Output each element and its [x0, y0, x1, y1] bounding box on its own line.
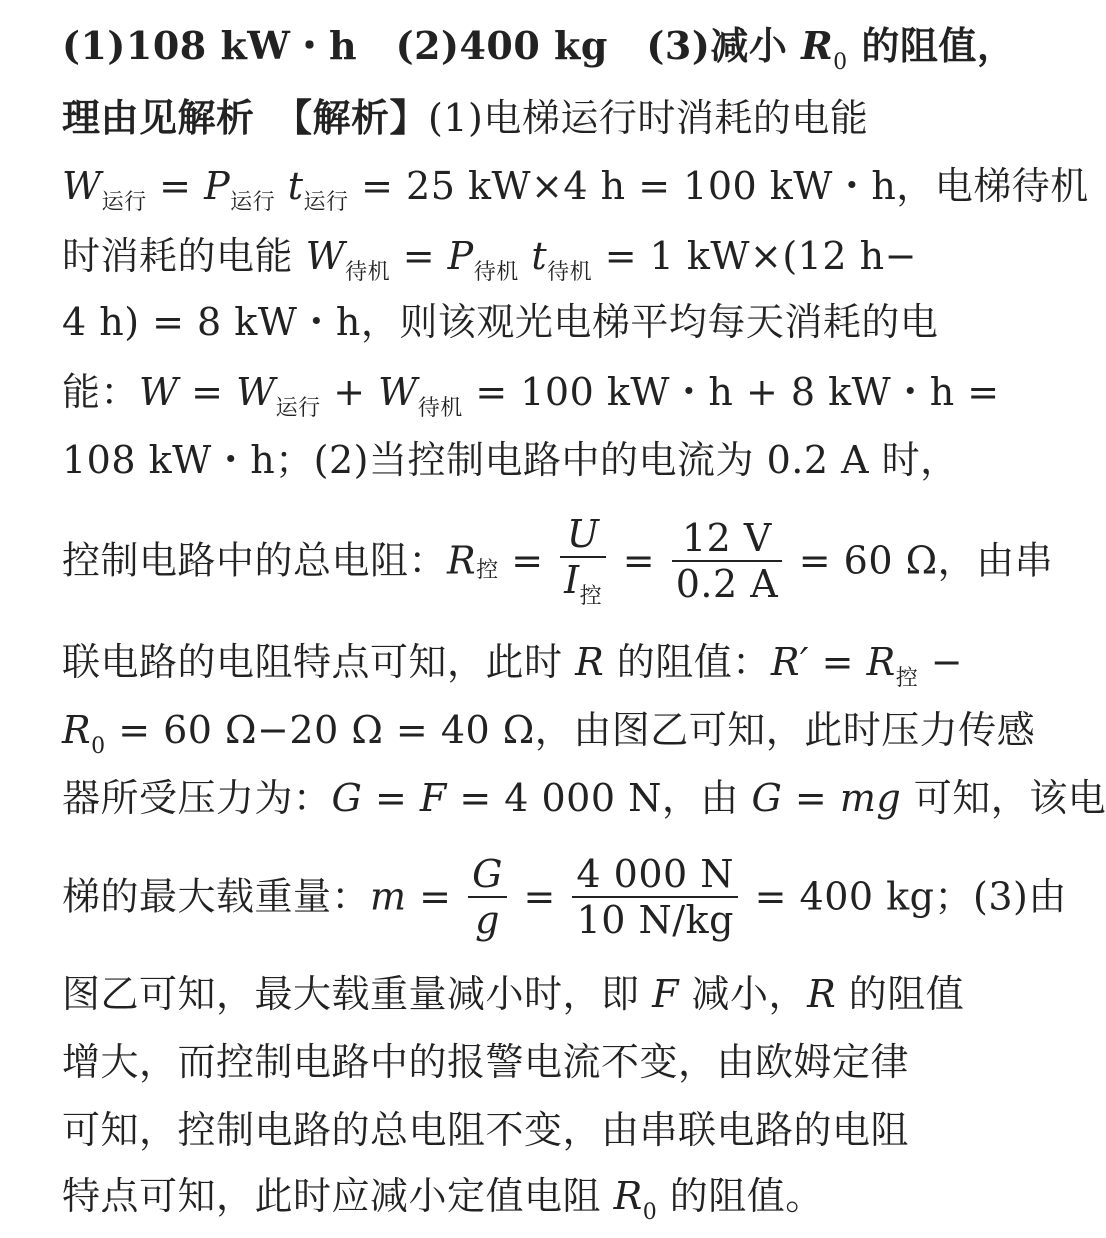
- text-run: =: [362, 776, 420, 820]
- math-symbol: P: [204, 164, 231, 208]
- subscript-text: 运行: [303, 190, 349, 215]
- subscript-text: 控: [579, 584, 603, 609]
- math-symbol: U: [566, 512, 600, 556]
- math-symbol: F: [419, 776, 447, 820]
- text-run: =: [498, 538, 557, 583]
- math-symbol: R′: [770, 640, 810, 684]
- text-run: =: [146, 164, 205, 208]
- text-run: =: [178, 370, 237, 414]
- math-symbol: W: [139, 370, 179, 414]
- text-run: 的阻值，: [847, 23, 1016, 68]
- math-symbol: t: [531, 234, 548, 278]
- subscript-text: 待机: [345, 260, 391, 285]
- text-run: =: [406, 874, 465, 919]
- text-run: 4 000 N: [576, 851, 735, 896]
- text-line: [62, 88, 1022, 148]
- fraction-denominator: [572, 898, 738, 942]
- math-symbol: G: [331, 776, 363, 820]
- text-run: = 4 000 N，由: [446, 776, 752, 820]
- math-symbol: G: [472, 851, 503, 896]
- text-line: [62, 964, 1022, 1024]
- text-run: −: [918, 640, 964, 684]
- text-run: 的阻值。: [657, 1174, 824, 1218]
- math-symbol: G: [751, 776, 783, 820]
- math-symbol: P: [447, 234, 474, 278]
- math-symbol: mg: [839, 776, 902, 820]
- math-symbol: R: [447, 538, 477, 583]
- fraction-numerator: [560, 512, 606, 558]
- text-line: [62, 1166, 1022, 1226]
- subscript-text: 待机: [547, 260, 593, 285]
- text-run: =: [809, 640, 867, 684]
- text-line: [62, 292, 1022, 352]
- text-run: 时消耗的电能: [62, 234, 306, 278]
- text-line: [62, 226, 1022, 286]
- subscript-text: 运行: [275, 396, 321, 421]
- text-run: 可知，该电: [901, 776, 1106, 820]
- fraction: [468, 852, 507, 942]
- math-symbol: W: [236, 370, 276, 414]
- text-line: [62, 16, 1022, 76]
- text-run: +: [320, 370, 379, 414]
- text-run: = 100 kW・h + 8 kW・h =: [462, 370, 1000, 414]
- text-line: [62, 1032, 1022, 1092]
- text-run: 108 kW・h；(2)当控制电路中的电流为 0.2 A 时，: [62, 438, 959, 482]
- text-line-with-fraction: [62, 838, 1067, 948]
- subscript-text: 待机: [473, 260, 519, 285]
- subscript-text: 0: [833, 50, 848, 75]
- text-line: [62, 632, 1022, 692]
- fraction: [560, 512, 606, 609]
- text-run: [519, 234, 532, 278]
- subscript-text: 运行: [230, 190, 276, 215]
- subscript-text: 控: [895, 666, 919, 691]
- text-run: 的阻值: [836, 972, 965, 1016]
- fraction-denominator: [468, 898, 507, 942]
- text-run: = 400 kg；(3)由: [742, 874, 1067, 919]
- math-symbol: I: [564, 558, 580, 602]
- text-run: 可知，控制电路的总电阻不变，由串联电路的电阻: [62, 1108, 910, 1152]
- text-line: [62, 362, 1022, 422]
- text-run: (1)108 kW・h (2)400 kg (3)减小: [62, 23, 802, 68]
- text-line-with-fraction: [62, 502, 1054, 612]
- text-run: 图乙可知，最大载重量减小时，即: [62, 972, 653, 1016]
- text-run: (1)电梯运行时消耗的电能: [428, 96, 869, 140]
- text-run: 能：: [62, 370, 140, 414]
- math-symbol: R: [62, 708, 92, 752]
- text-run: 10 N/kg: [576, 897, 734, 942]
- subscript-text: 0: [91, 734, 106, 759]
- text-run: 特点可知，此时应减小定值电阻: [62, 1174, 614, 1218]
- text-run: 控制电路中的总电阻：: [62, 538, 448, 583]
- text-run: 联电路的电阻特点可知，此时: [62, 640, 576, 684]
- fraction-denominator: [560, 558, 606, 609]
- math-symbol: R: [575, 640, 605, 684]
- math-symbol: W: [305, 234, 346, 278]
- subscript-text: 控: [476, 557, 499, 583]
- math-symbol: R: [801, 23, 834, 68]
- text-run: 减小，: [678, 972, 808, 1016]
- text-run: =: [610, 538, 668, 583]
- fraction: [572, 852, 738, 942]
- fraction-numerator: [468, 852, 507, 898]
- subscript-text: 0: [642, 1200, 658, 1225]
- fraction: [672, 516, 782, 606]
- text-run: = 60 Ω−20 Ω = 40 Ω，由图乙可知，此时压力传感: [105, 708, 1036, 752]
- math-symbol: R: [866, 640, 896, 684]
- text-run: 器所受压力为：: [62, 776, 332, 820]
- fraction-numerator: [572, 852, 738, 898]
- subscript-text: 待机: [417, 396, 463, 421]
- text-run: =: [510, 874, 569, 919]
- fraction-denominator: [672, 562, 782, 606]
- math-symbol: W: [378, 370, 418, 414]
- math-symbol: R: [613, 1174, 643, 1218]
- math-symbol: m: [370, 874, 407, 919]
- math-symbol: F: [652, 972, 679, 1016]
- text-run: 增大，而控制电路中的报警电流不变，由欧姆定律: [62, 1040, 910, 1084]
- text-run: = 1 kW×(12 h−: [592, 234, 917, 278]
- text-run: = 25 kW×4 h = 100 kW・h，电梯待机: [348, 164, 1089, 208]
- math-symbol: g: [475, 897, 500, 942]
- fraction-numerator: [672, 516, 782, 562]
- text-line: [62, 700, 1036, 760]
- text-line: [62, 768, 1106, 828]
- text-run: 0.2 A: [675, 561, 779, 606]
- text-run: 的阻值：: [604, 640, 771, 684]
- text-run: 梯的最大载重量：: [62, 874, 371, 919]
- text-line: [62, 430, 1022, 490]
- subscript-text: 运行: [101, 190, 147, 215]
- math-symbol: R: [807, 972, 837, 1016]
- text-line: [62, 1100, 1022, 1160]
- text-line: [62, 156, 1089, 216]
- math-symbol: t: [287, 164, 304, 208]
- text-run: =: [390, 234, 448, 278]
- text-run: 4 h) = 8 kW・h，则该观光电梯平均每天消耗的电: [62, 300, 939, 344]
- text-run: = 60 Ω，由串: [786, 538, 1054, 583]
- text-run: 12 V: [681, 515, 772, 560]
- text-run: [275, 164, 288, 208]
- text-run: =: [782, 776, 840, 820]
- math-symbol: W: [62, 164, 102, 208]
- text-run: 理由见解析 【解析】: [62, 95, 429, 140]
